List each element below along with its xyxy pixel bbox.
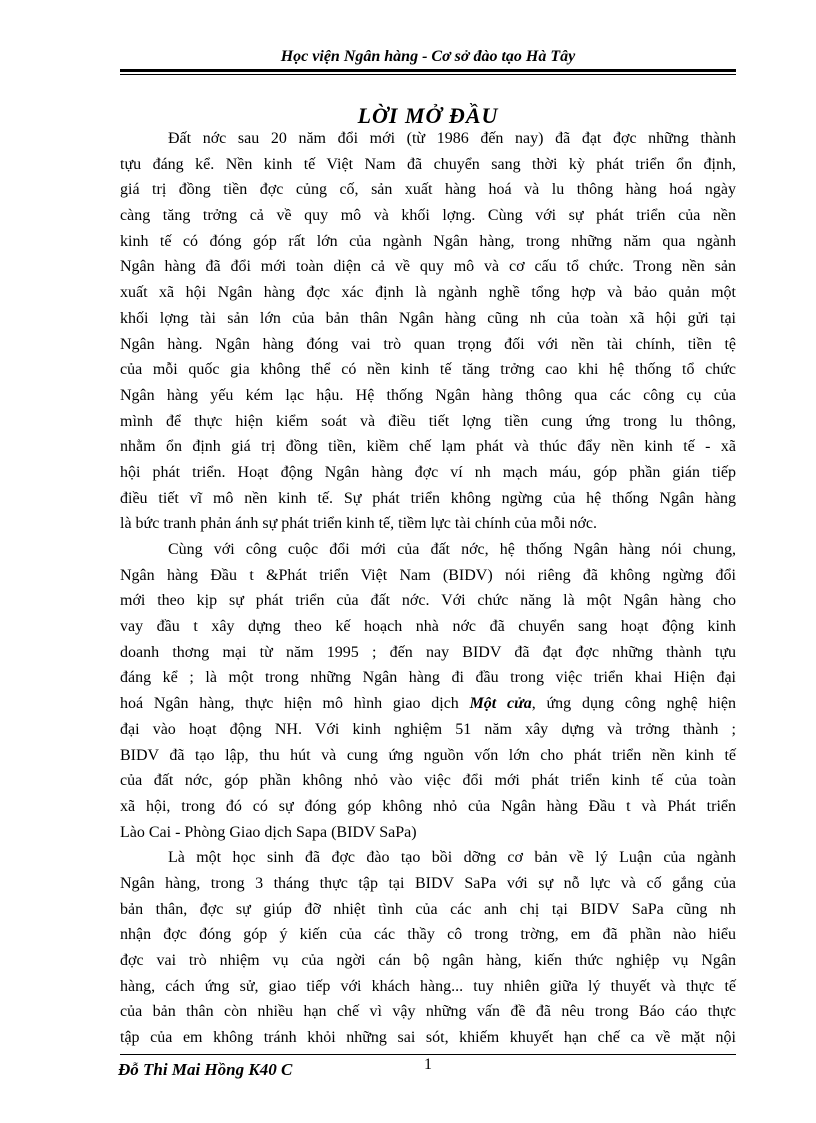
text-line: kinh tế có đóng góp rất lớn của ngành Ngân hàng, trong những năm qua ngành bbox=[120, 232, 736, 250]
text-line: đại vào hoạt động NH. Với kinh nghiệm 51 năm xây dựng và trởng thành ; bbox=[120, 720, 736, 738]
text-line: khối lợng tài sản lớn của bản thân Ngân hàng cũng nh của toàn xã hội gửi tại bbox=[120, 309, 736, 327]
text-line: hàng, cách ứng sử, giao tiếp với khách hàng... tuy nhiên giữa lý thuyết và thực tế bbox=[120, 977, 736, 995]
text-line: Cùng với công cuộc đổi mới của đất nớc, hệ thống Ngân hàng nói chung, bbox=[168, 541, 736, 558]
text-line: BIDV đã tạo lập, thu hút và cung ứng nguồn vốn lớn cho phát triển nền kinh tế bbox=[120, 746, 736, 764]
text-line: của đất nớc, góp phần không nhỏ vào việc đổi mới phát triển kinh tế của toàn bbox=[120, 772, 736, 790]
text-line: đáng kể ; là một trong những Ngân hàng đi đầu trong việc triển khai Hiện đại bbox=[120, 669, 736, 687]
text-line: điều tiết vĩ mô nền kinh tế. Sự phát triển không ngừng của hệ thống Ngân hàng bbox=[120, 489, 736, 507]
text-line: Là một học sinh đã đợc đào tạo bồi dỡng cơ bản về lý Luận của ngành bbox=[168, 849, 736, 867]
page-number: 1 bbox=[424, 1056, 432, 1073]
emphasis-text: Một cửa bbox=[469, 695, 532, 713]
page-title: LỜI MỞ ĐẦU bbox=[357, 103, 499, 128]
text-line: hội phát triển. Hoạt động Ngân hàng đợc ví nh mạch máu, góp phần gián tiếp bbox=[120, 463, 736, 481]
text-line: vay đầu t xây dựng theo kế hoạch nhà nớc đã chuyển sang hoạt động kinh bbox=[120, 618, 736, 636]
text-line: xã hội, trong đó có sự đóng góp không nhỏ của Ngân hàng Đầu t và Phát triển bbox=[120, 797, 736, 815]
text-line: doanh thơng mại từ năm 1995 ; đến nay BIDV đã đạt đợc những thành tựu bbox=[120, 643, 736, 661]
text-line: Đất nớc sau 20 năm đổi mới (từ 1986 đến nay) đã đạt đợc những thành bbox=[168, 130, 736, 147]
text-line: tập của em không tránh khỏi những sai sót, khiếm khuyết hạn chế ca về mặt nội bbox=[120, 1029, 736, 1047]
text-line: Lào Cai - Phòng Giao dịch Sapa (BIDV SaPa) bbox=[120, 823, 417, 841]
text-line: Ngân hàng Đầu t &Phát triển Việt Nam (BIDV) nói riêng đã không ngừng đổi bbox=[120, 566, 736, 584]
text-line: Ngân hàng yếu kém lạc hậu. Hệ thống Ngân hàng thông qua các công cụ của bbox=[120, 386, 736, 404]
text-line: của bản thân còn nhiều hạn chế vì vậy những vấn đề đã nêu trong Báo cáo thực bbox=[120, 1003, 736, 1021]
footer-author: Đỗ Thi Mai Hồng K40 C bbox=[118, 1060, 293, 1079]
text-line: của mỗi quốc gia không thể có nền kinh tế tăng trởng cao khi hệ thống tổ chức bbox=[120, 361, 736, 379]
text-line: Ngân hàng đã đổi mới toàn diện cả về quy mô và cơ cấu tổ chức. Trong nền sản bbox=[120, 258, 736, 276]
text-line: Ngân hàng. Ngân hàng đóng vai trò quan trọng đối với nền tài chính, tiền tệ bbox=[120, 335, 736, 353]
text-line: mình để thực hiện kiểm soát và điều tiết lợng tiền cung ứng trong lu thông, bbox=[120, 412, 736, 430]
text-line: xuất xã hội Ngân hàng đợc xác định là ngành nghề tổng hợp và bảo quản một bbox=[120, 284, 736, 302]
body-text bbox=[120, 126, 736, 1051]
text-line: đợc vai trò nhiệm vụ của ngời cán bộ ngân hàng, kiến thức nghiệp vụ Ngân bbox=[120, 952, 736, 969]
header-title: Học viện Ngân hàng - Cơ sở đào tạo Hà Tây bbox=[280, 48, 576, 65]
text-line: nhận đợc đóng góp ý kiến của các thầy cô trong trờng, em đã phần nào hiểu bbox=[120, 926, 736, 944]
text-line: càng tăng trởng cả về quy mô và khối lợng. Cùng với sự phát triển của nền bbox=[120, 207, 736, 225]
text-line: giá trị đồng tiền đợc củng cố, sản xuất hàng hoá và lu thông hàng hoá ngày bbox=[120, 181, 736, 199]
text-line: nhằm ổn định giá trị đồng tiền, kiềm chế lạm phát và thúc đẩy nền kinh tế - xã bbox=[120, 438, 736, 456]
header-divider-thin bbox=[120, 74, 736, 75]
text-line bbox=[120, 691, 736, 717]
text-segment: , ứng dụng công nghệ hiện bbox=[531, 695, 737, 713]
text-segment: hoá Ngân hàng, thực hiện mô hình giao dịch bbox=[120, 695, 470, 713]
text-line: là bức tranh phản ánh sự phát triển kinh tế, tiềm lực tài chính của mỗi nớc. bbox=[120, 515, 598, 533]
text-line: mới theo kịp sự phát triển của đất nớc. Với chức năng là một Ngân hàng cho bbox=[120, 592, 736, 610]
header-divider bbox=[120, 69, 736, 72]
text-line: tựu đáng kể. Nền kinh tế Việt Nam đã chuyển sang thời kỳ phát triển ổn định, bbox=[120, 155, 736, 173]
text-line: Ngân hàng, trong 3 tháng thực tập tại BIDV SaPa với sự nỗ lực và cố gắng của bbox=[120, 874, 736, 892]
footer-divider bbox=[120, 1054, 736, 1055]
text-line: bản thân, đợc sự giúp đỡ nhiệt tình của các anh chị tại BIDV SaPa cũng nh bbox=[120, 900, 736, 918]
